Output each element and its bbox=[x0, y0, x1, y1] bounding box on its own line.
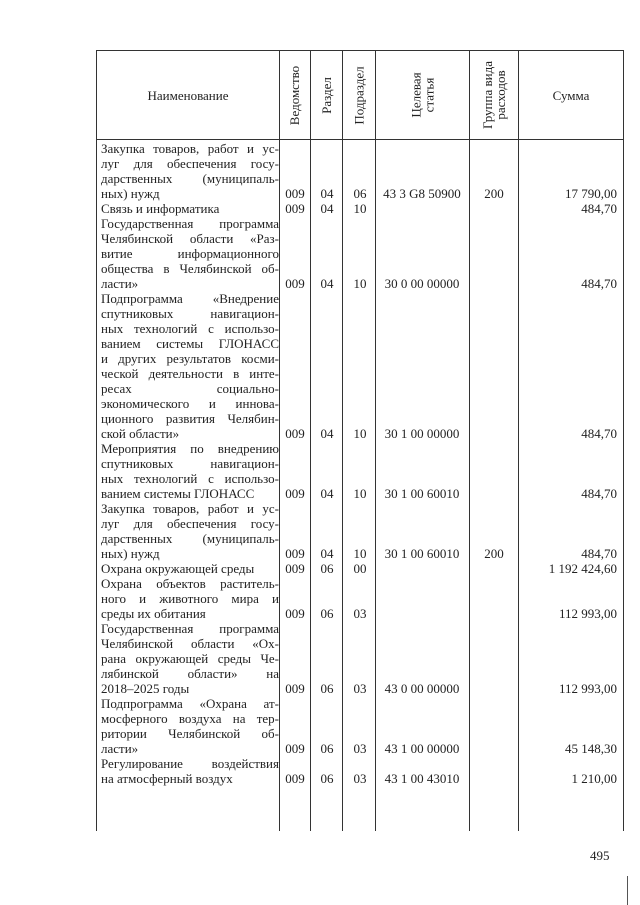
row-podrazdel: 10 bbox=[353, 276, 367, 291]
table-row bbox=[97, 291, 623, 441]
row-vedomstvo: 009 bbox=[285, 426, 305, 441]
table-row bbox=[97, 141, 623, 201]
table-row bbox=[97, 201, 623, 216]
row-podrazdel: 03 bbox=[353, 681, 367, 696]
page-edge bbox=[627, 876, 628, 905]
row-name: Подпрограмма «Охрана ат- мосферного воздуха на тер- ритории Челябинской об- ласти» bbox=[101, 696, 279, 756]
row-name: Закупка товаров, работ и ус- луг для обеспечения госу- дарственных (муниципаль- ных) нужд bbox=[101, 501, 279, 561]
header-divider bbox=[97, 139, 623, 140]
row-razdel: 06 bbox=[320, 741, 334, 756]
row-razdel: 06 bbox=[320, 681, 334, 696]
row-podrazdel: 10 bbox=[353, 426, 367, 441]
row-celevaya: 43 0 00 00000 bbox=[384, 681, 460, 696]
row-summa: 484,70 bbox=[581, 426, 617, 441]
row-celevaya: 43 1 00 00000 bbox=[384, 741, 460, 756]
row-summa: 484,70 bbox=[581, 201, 617, 216]
row-vedomstvo: 009 bbox=[285, 741, 305, 756]
header-podrazdel: Подраздел bbox=[351, 65, 367, 125]
row-name: Государственная программа Челябинской области «Раз- витие информационного общества в Челябинской об- ласти» bbox=[101, 216, 279, 291]
row-podrazdel: 10 bbox=[353, 201, 367, 216]
header-name: Наименование bbox=[147, 87, 229, 103]
row-name: Государственная программа Челябинской области «Ох- рана окружающей среды Че- лябинской области» на 2018–2025 годы bbox=[101, 621, 279, 696]
row-name: Регулирование воздействия на атмосферный воздух bbox=[101, 756, 279, 786]
table-row bbox=[97, 756, 623, 786]
row-razdel: 04 bbox=[320, 201, 334, 216]
row-vedomstvo: 009 bbox=[285, 606, 305, 621]
row-vedomstvo: 009 bbox=[285, 546, 305, 561]
table-row bbox=[97, 576, 623, 621]
table-row bbox=[97, 621, 623, 696]
row-vedomstvo: 009 bbox=[285, 201, 305, 216]
header-vedomstvo: Ведомство bbox=[287, 65, 303, 125]
row-name: Подпрограмма «Внедрение спутниковых навигацион- ных технологий с использо- ванием системы ГЛОНАСС и других результатов косми- ческой деятельности в инте- ресах социально- экономического и иннова- ционного развития Челябин- ской области» bbox=[101, 291, 279, 441]
row-name: Закупка товаров, работ и ус- луг для обеспечения госу- дарственных (муниципаль- ных) нужд bbox=[101, 141, 279, 201]
page-number: 495 bbox=[590, 848, 610, 863]
table-row bbox=[97, 696, 623, 756]
row-razdel: 04 bbox=[320, 546, 334, 561]
row-razdel: 04 bbox=[320, 276, 334, 291]
row-vedomstvo: 009 bbox=[285, 681, 305, 696]
table-row bbox=[97, 561, 623, 576]
row-razdel: 06 bbox=[320, 606, 334, 621]
row-vedomstvo: 009 bbox=[285, 561, 305, 576]
row-celevaya: 30 1 00 60010 bbox=[384, 546, 460, 561]
row-podrazdel: 00 bbox=[353, 561, 367, 576]
row-podrazdel: 03 bbox=[353, 606, 367, 621]
row-vedomstvo: 009 bbox=[285, 771, 305, 786]
header-summa: Сумма bbox=[552, 87, 590, 103]
row-vedomstvo: 009 bbox=[285, 276, 305, 291]
row-podrazdel: 06 bbox=[353, 186, 367, 201]
row-summa: 484,70 bbox=[581, 546, 617, 561]
row-summa: 484,70 bbox=[581, 276, 617, 291]
row-name: Мероприятия по внедрению спутниковых навигацион- ных технологий с использо- ванием системы ГЛОНАСС bbox=[101, 441, 279, 501]
table-row bbox=[97, 501, 623, 561]
row-celevaya: 43 1 00 43010 bbox=[384, 771, 460, 786]
row-celevaya: 30 1 00 60010 bbox=[384, 486, 460, 501]
header-gruppa: Группа вида расходов bbox=[480, 61, 509, 129]
row-celevaya: 30 0 00 00000 bbox=[384, 276, 460, 291]
header-celevaya: Целевая статья bbox=[408, 72, 437, 118]
header-razdel: Раздел bbox=[319, 76, 334, 114]
row-razdel: 04 bbox=[320, 426, 334, 441]
row-summa: 112 993,00 bbox=[558, 606, 617, 621]
row-razdel: 04 bbox=[320, 186, 334, 201]
row-name: Охрана объектов раститель- ного и животного мира и среды их обитания bbox=[101, 576, 279, 621]
table-row bbox=[97, 216, 623, 291]
row-summa: 484,70 bbox=[581, 486, 617, 501]
row-name: Охрана окружающей среды bbox=[101, 561, 255, 576]
row-summa: 112 993,00 bbox=[558, 681, 617, 696]
row-gruppa: 200 bbox=[484, 186, 504, 201]
row-podrazdel: 10 bbox=[353, 546, 367, 561]
row-gruppa: 200 bbox=[484, 546, 504, 561]
row-razdel: 06 bbox=[320, 561, 334, 576]
row-summa: 17 790,00 bbox=[565, 186, 617, 201]
row-celevaya: 43 3 G8 50900 bbox=[383, 186, 461, 201]
row-name: Связь и информатика bbox=[101, 201, 220, 216]
row-celevaya: 30 1 00 00000 bbox=[384, 426, 460, 441]
row-razdel: 04 bbox=[320, 486, 334, 501]
row-vedomstvo: 009 bbox=[285, 486, 305, 501]
row-summa: 45 148,30 bbox=[565, 741, 617, 756]
budget-table bbox=[96, 50, 624, 831]
row-summa: 1 210,00 bbox=[571, 771, 617, 786]
row-summa: 1 192 424,60 bbox=[548, 561, 617, 576]
table-row bbox=[97, 441, 623, 501]
row-podrazdel: 03 bbox=[353, 741, 367, 756]
row-podrazdel: 03 bbox=[353, 771, 367, 786]
row-razdel: 06 bbox=[320, 771, 334, 786]
row-vedomstvo: 009 bbox=[285, 186, 305, 201]
row-podrazdel: 10 bbox=[353, 486, 367, 501]
